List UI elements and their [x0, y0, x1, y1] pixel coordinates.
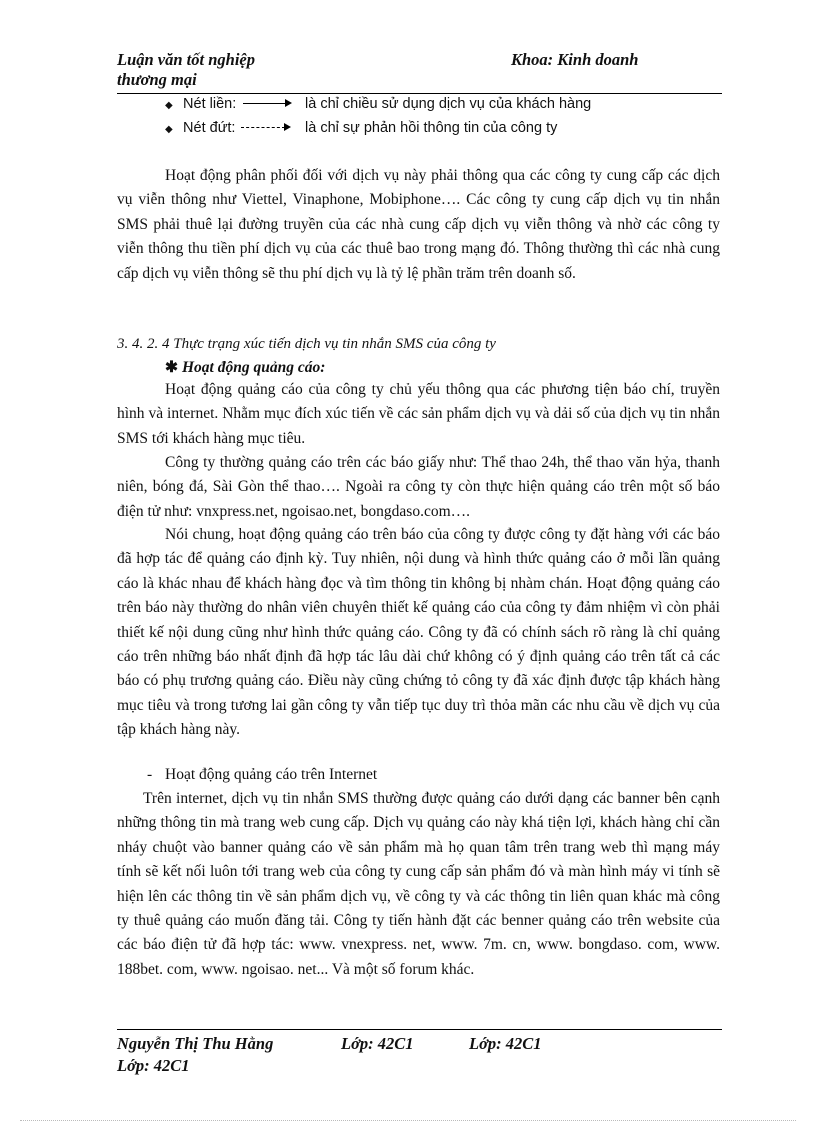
header-title-line2: thương mại [117, 70, 197, 89]
solid-arrow-icon [243, 103, 286, 104]
dash-item-text: Hoạt động quảng cáo trên Internet [165, 766, 378, 783]
page-header [117, 50, 722, 92]
subheading-text: Hoạt động quảng cáo: [182, 359, 326, 376]
footer-class: Lớp: 42C1 [341, 1034, 414, 1053]
footer-author: Nguyễn Thị Thu Hằng [117, 1034, 274, 1053]
paragraph-distribution: Hoạt động phân phối đối với dịch vụ này phải thông qua các công ty cung cấp các dịch vụ viễn thông như Viettel, Vinaphone, Mobiphone…. Các công ty cung cấp dịch vụ tin nhắn SMS phải thuê lại đường truyền của các nhà cung cấp dịch vụ viễn thông và nhờ các công ty viễn thông thu tiền phí dịch vụ của các thuê bao trong mạng đó. Thông thường thì các nhà cung cấp dịch vụ viễn thông sẽ thu phí dịch vụ là tỷ lệ phần trăm trên doanh số. [117, 167, 720, 282]
page-footer [117, 1034, 722, 1078]
diamond-bullet-icon: ◆ [165, 124, 173, 135]
legend-desc: là chỉ chiều sử dụng dịch vụ của khách hàng [305, 96, 592, 112]
paragraph-advertising-channels: Hoạt động quảng cáo của công ty chủ yếu thông qua các phương tiện báo chí, truyền hình và internet. Nhằm mục đích xúc tiến về các sản phẩm dịch vụ và dải số của dịch vụ tin nhắn SMS tới khách hàng mục tiêu. [117, 381, 720, 447]
legend-solid-line [165, 95, 592, 115]
header-title-line1: Luận văn tốt nghiệp [117, 50, 255, 69]
paragraph-internet-ads: Trên internet, dịch vụ tin nhắn SMS thường được quảng cáo dưới dạng các banner bên cạnh những thông tin mà trang web cung cấp. Dịch vụ quảng cáo này khá tiện lợi, khách hàng chỉ cần nháy chuột vào banner quảng cáo về sản phẩm mà họ quan tâm trên trang web thì mạng máy tính sẽ kết nối luôn tới trang web của công ty cung cấp sản phẩm đó và màn hình máy vi tính sẽ hiện lên các thông tin về sản phẩm dịch vụ, về công ty và các thông tin liên quan khác mà công ty thuê quảng cáo muốn đăng tải. Công ty tiến hành đặt các benner quảng cáo trên website của các báo điện tử đã hợp tác: www. vnexpress. net, www. 7m. cn, www. bongdaso. com, www. 188bet. com, www. ngoisao. net... Và một số forum khác. [117, 790, 720, 978]
legend-label: Nét đứt: [183, 120, 236, 136]
header-rule [117, 93, 722, 94]
header-thesis-title [117, 50, 337, 90]
dashed-arrow-icon [241, 127, 285, 128]
header-faculty: Khoa: Kinh doanh [511, 50, 639, 69]
footer-rule [117, 1029, 722, 1030]
dash-bullet: - [147, 766, 153, 783]
dash-list-item [147, 765, 377, 785]
footer-class: Lớp: 42C1 [469, 1034, 542, 1053]
asterisk-icon: ✱ [165, 359, 178, 376]
subheading-advertising [165, 358, 325, 378]
paragraph-newspapers: Công ty thường quảng cáo trên các báo giấy như: Thể thao 24h, thể thao văn hỷa, thanh niên, bóng đá, Sài Gòn thể thao…. Ngoài ra công ty còn thực hiện quảng cáo trên một số báo điện tử như: vnxpress.net, ngoisao.net, bongdaso.com…. [117, 454, 720, 520]
diamond-bullet-icon: ◆ [165, 100, 173, 111]
footer-class: Lớp: 42C1 [117, 1056, 190, 1075]
legend-dashed-line [165, 119, 558, 139]
legend-label: Nét liền: [183, 96, 237, 112]
paragraph-newspaper-ads: Nói chung, hoạt động quảng cáo trên báo của công ty được công ty đặt hàng với các báo đã hợp tác để quảng cáo định kỳ. Tuy nhiên, nội dung và hình thức quảng cáo ở mỗi lần quảng cáo là khác nhau để khách hàng đọc và tìm thông tin không bị nhàm chán. Hoạt động quảng cáo trên báo này thường do nhân viên chuyên thiết kế quảng cáo của công ty đảm nhiệm vì còn phải thiết kế nội dung cũng như hình thức quảng cáo. Công ty đã có chính sách rõ ràng là chỉ quảng cáo trên những báo nhất định đã hợp tác lâu dài chứ không có ý định quảng cáo trên tất cả các báo có phụ trương quảng cáo. Điều này cũng chứng tỏ công ty đã xác định được tập khách hàng mục tiêu và trong tương lai gần công ty vẫn tiếp tục duy trì thỏa mãn các nhu cầu về dịch vụ của tập khách hàng này. [117, 526, 720, 739]
page-edge-dotted-line [20, 1120, 796, 1121]
legend-desc: là chỉ sự phản hồi thông tin của công ty [305, 120, 558, 136]
section-title: 3. 4. 2. 4 Thực trạng xúc tiến dịch vụ tin nhắn SMS của công ty [117, 336, 496, 352]
